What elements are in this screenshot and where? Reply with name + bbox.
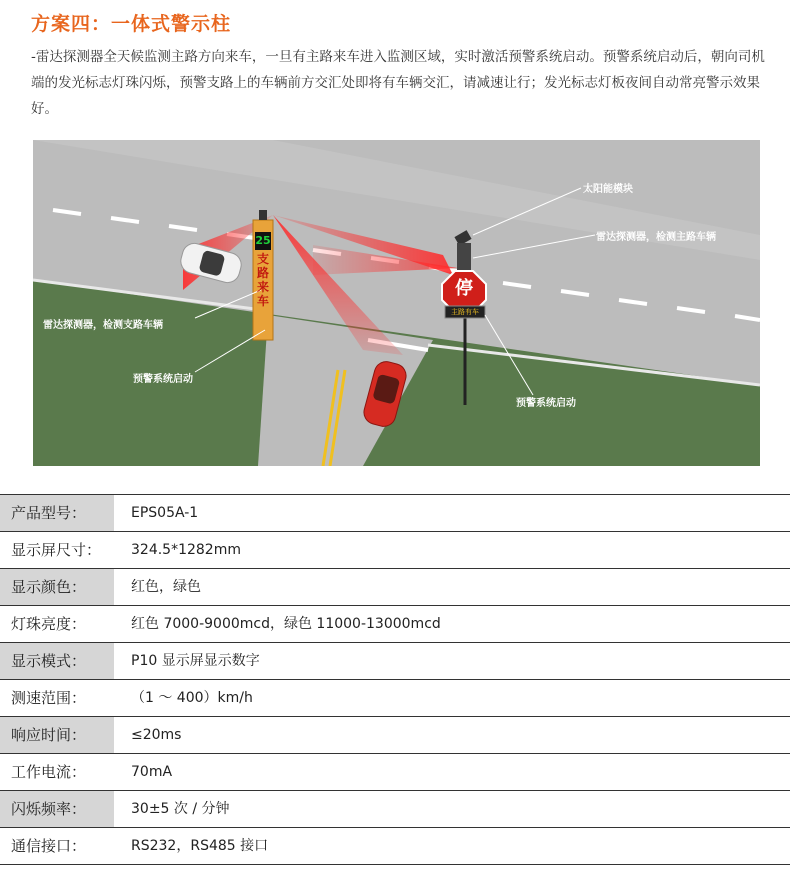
spec-label: 灯珠亮度：: [11, 615, 87, 633]
spec-label: 测速范围：: [11, 689, 87, 707]
spec-value: EPS05A-1: [131, 505, 199, 521]
spec-label: 工作电流：: [11, 763, 87, 781]
pillar-char: 来: [256, 280, 269, 294]
stop-sub-text: 主路有车: [451, 308, 479, 316]
pillar-speed-number: 25: [255, 234, 271, 247]
intersection-illustration: [33, 140, 760, 466]
spec-label: 显示屏尺寸：: [11, 541, 102, 559]
spec-row: [0, 717, 790, 754]
spec-row: [0, 606, 790, 643]
spec-row: [0, 643, 790, 680]
spec-value: P10 显示屏显示数字: [131, 653, 260, 669]
spec-label: 闪烁频率：: [0, 791, 114, 827]
label-radar-main: 雷达探测器，检测主路车辆: [596, 232, 716, 243]
spec-value: 324.5*1282mm: [131, 542, 241, 558]
pillar-char: 车: [256, 294, 269, 308]
spec-row: [0, 569, 790, 606]
spec-row: [0, 791, 790, 828]
spec-value: 红色 7000-9000mcd，绿色 11000-13000mcd: [131, 616, 441, 632]
spec-label: 通信接口：: [11, 837, 87, 855]
label-radar-branch: 雷达探测器，检测支路车辆: [43, 320, 163, 331]
spec-value: ≤20ms: [131, 727, 182, 743]
spec-value: 70mA: [131, 764, 173, 780]
spec-value: （1 ～ 400）km/h: [131, 690, 253, 706]
spec-row: [0, 494, 790, 532]
label-solar: 太阳能模块: [583, 184, 633, 195]
stop-sign-text: 停: [455, 278, 473, 299]
description-text: -雷达探测器全天候监测主路方向来车，一旦有主路来车进入监测区域，实时激活预警系统启动。预警系统启动后，朝向司机端的发光标志灯珠闪烁，预警支路上的车辆前方交汇处即将有车辆交汇，请减速让行；发光标志灯板夜间自动常亮警示效果好。: [31, 49, 765, 117]
spec-label: 产品型号：: [0, 495, 114, 531]
label-alarm-right: 预警系统启动: [516, 398, 576, 409]
spec-value: 30±5 次 / 分钟: [131, 801, 230, 817]
spec-table: [0, 494, 790, 865]
section-title: 方案四：一体式警示柱: [31, 13, 232, 35]
spec-value: 红色，绿色: [131, 579, 201, 595]
spec-label: 响应时间：: [0, 717, 114, 753]
pillar-char: 支: [256, 252, 269, 266]
spec-label: 显示模式：: [0, 643, 114, 679]
label-alarm-left: 预警系统启动: [133, 374, 193, 385]
spec-value: RS232，RS485 接口: [131, 838, 269, 854]
spec-row: [0, 828, 790, 865]
pillar-text: [253, 252, 273, 308]
spec-row: [0, 532, 790, 569]
spec-row: [0, 754, 790, 791]
spec-row: [0, 680, 790, 717]
pillar-char: 路: [256, 266, 269, 280]
spec-label: 显示颜色：: [0, 569, 114, 605]
